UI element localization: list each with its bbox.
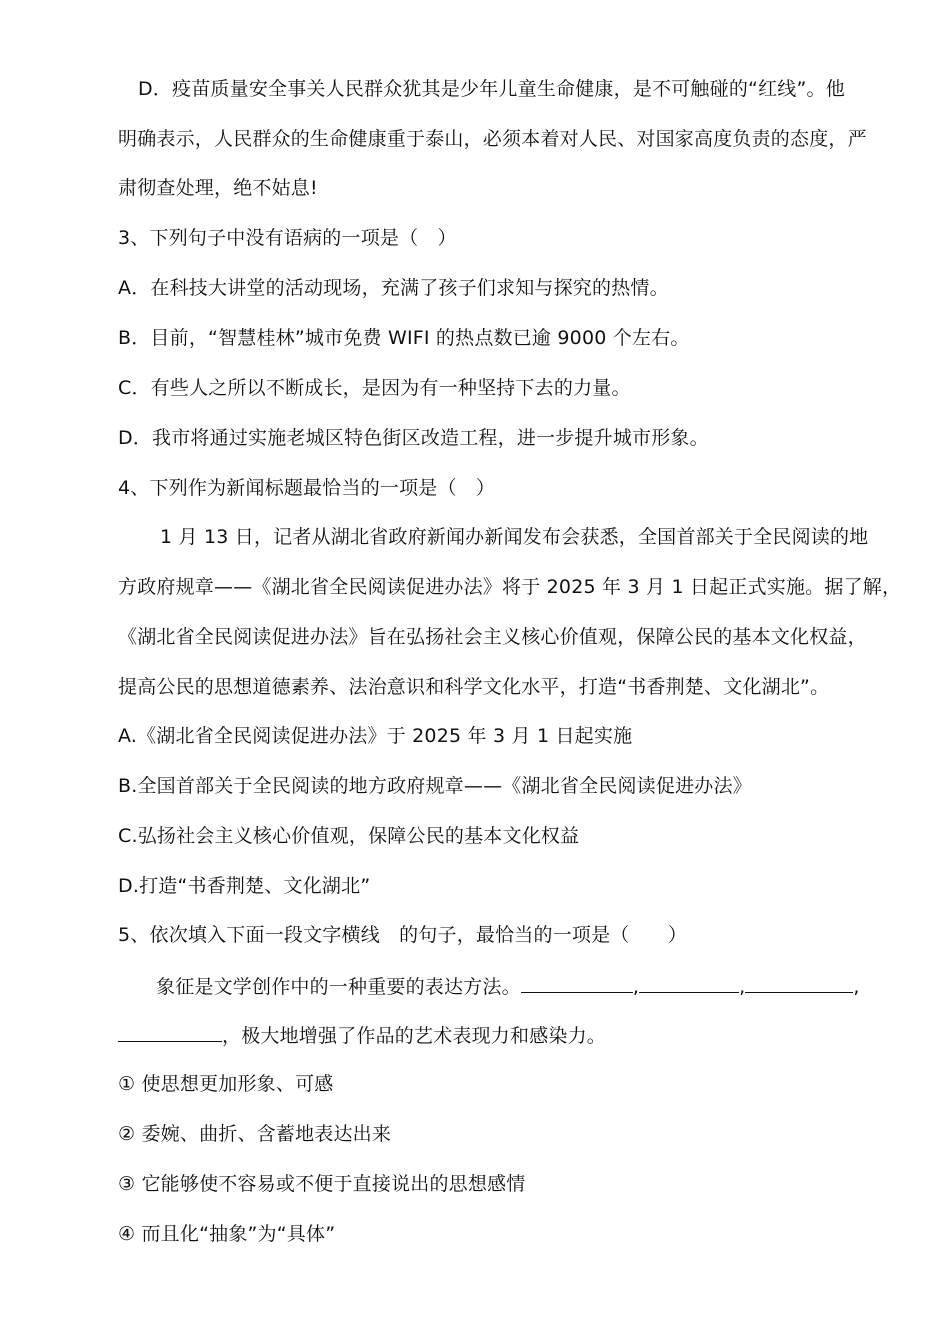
fill-blank-2 [639,972,739,993]
blank-separator-1: , [632,976,640,998]
question-4-title: 4、下列作为新闻标题最恰当的一项是（ ） [118,477,496,499]
fill-blank-4 [118,1021,222,1042]
option-d-line-3: 肃彻查处理，绝不姑息! [118,177,318,199]
news-paragraph-line-1: 1 月 13 日，记者从湖北省政府新闻办新闻发布会获悉，全国首部关于全民阅读的地 [160,526,869,548]
question-3-option-c: C．有些人之所以不断成长，是因为有一种坚持下去的力量。 [118,377,631,399]
question-3-option-b: B．目前，“智慧桂林”城市免费 WIFI 的热点数已逾 9000 个左右。 [118,327,690,349]
fill-blank-3 [745,972,853,993]
question-3-option-a: A．在科技大讲堂的活动现场，充满了孩子们求知与探究的热情。 [118,277,669,299]
question-5-passage-ending: ，极大地增强了作品的艺术表现力和感染力。 [222,1025,607,1047]
news-paragraph-line-4: 提高公民的思想道德素养、法治意识和科学文化水平，打造“书香荆楚、文化湖北”。 [118,676,830,698]
option-d-line-2: 明确表示，人民群众的生命健康重于泰山，必须本着对人民、对国家高度负责的态度，严 [118,128,867,150]
sentence-1: ① 使思想更加形象、可感 [118,1073,334,1095]
question-3-title: 3、下列句子中没有语病的一项是（ ） [118,227,457,249]
option-d-line-1: D．疫苗质量安全事关人民群众犹其是少年儿童生命健康，是不可触碰的“红线”。他 [138,78,845,100]
question-5-passage-text: 象征是文学创作中的一种重要的表达方法。 [156,976,521,998]
news-paragraph-line-2: 方政府规章——《湖北省全民阅读促进办法》将于 2025 年 3 月 1 日起正式实施。据了解， [118,576,902,598]
fill-blank-1 [521,972,633,993]
question-3-option-d: D．我市将通过实施老城区特色街区改造工程，进一步提升城市形象。 [118,427,709,449]
news-paragraph-line-3: 《湖北省全民阅读促进办法》旨在弘扬社会主义核心价值观，保障公民的基本文化权益， [118,626,867,648]
sentence-4: ④ 而且化“抽象”为“具体” [118,1223,336,1245]
question-4-option-a: A.《湖北省全民阅读促进办法》于 2025 年 3 月 1 日起实施 [118,725,633,747]
question-5-title: 5、依次填入下面一段文字横线 的句子，最恰当的一项是（ ） [118,924,688,946]
blank-separator-3: , [853,976,860,998]
question-5-passage-line-1 [156,972,916,998]
sentence-2: ② 委婉、曲折、含蓄地表达出来 [118,1123,392,1145]
question-5-passage-line-2 [118,1021,878,1047]
question-4-option-c: C.弘扬社会主义核心价值观，保障公民的基本文化权益 [118,825,580,847]
question-4-option-b: B.全国首部关于全民阅读的地方政府规章——《湖北省全民阅读促进办法》 [118,775,752,797]
sentence-3: ③ 它能够使不容易或不便于直接说出的思想感情 [118,1173,526,1195]
blank-separator-2: , [739,976,746,998]
question-4-option-d: D.打造“书香荆楚、文化湖北” [118,875,371,897]
